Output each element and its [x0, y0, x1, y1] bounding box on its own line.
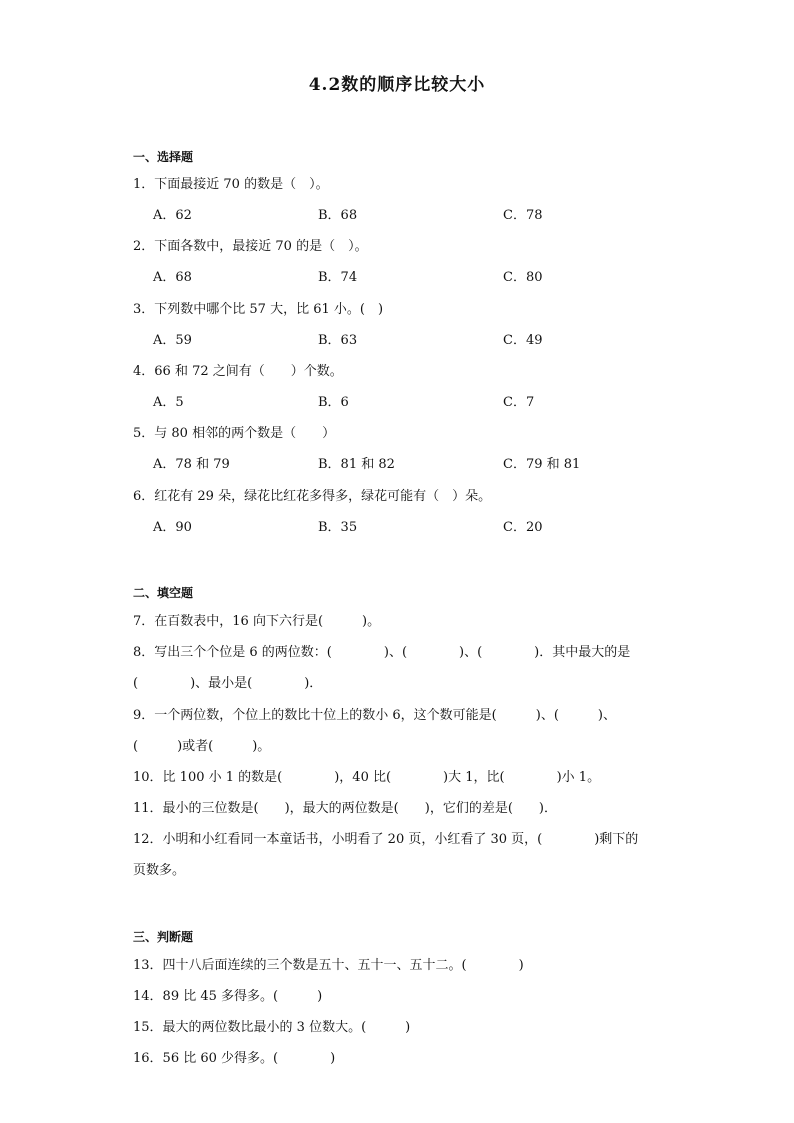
question-9: 9．一个两位数，个位上的数比十位上的数小 6，这个数可能是( )、( )、	[133, 708, 616, 723]
question-10: 10．比 100 小 1 的数是( )，40 比( )大 1，比( )小 1。	[133, 770, 601, 785]
option-5b: B．81 和 82	[318, 457, 395, 472]
question-15: 15．最大的两位数比最小的 3 位数大。( )	[133, 1020, 411, 1035]
option-4b: B．6	[318, 395, 349, 410]
question-1: 1．下面最接近 70 的数是（ ）。	[133, 177, 329, 192]
question-2: 2．下面各数中，最接近 70 的是（ ）。	[133, 239, 368, 254]
option-5c: C．79 和 81	[503, 457, 581, 472]
option-4a: A．5	[153, 395, 184, 410]
question-16: 16．56 比 60 少得多。( )	[133, 1051, 336, 1066]
question-4: 4．66 和 72 之间有（ ）个数。	[133, 364, 343, 379]
question-9-cont: ( )或者( )。	[133, 739, 271, 754]
option-2b: B．74	[318, 270, 358, 285]
option-3a: A．59	[153, 333, 192, 348]
question-12-cont: 页数多。	[133, 863, 186, 878]
section-title-judge: 三、判断题	[133, 930, 194, 944]
option-4c: C．7	[503, 395, 535, 410]
option-6b: B．35	[318, 520, 358, 535]
option-5a: A．78 和 79	[153, 457, 230, 472]
section-title-choice: 一、选择题	[133, 150, 194, 164]
question-11: 11．最小的三位数是( )，最大的两位数是( )，它们的差是( )．	[133, 801, 557, 816]
question-3: 3．下列数中哪个比 57 大，比 61 小。( )	[133, 302, 384, 317]
option-1a: A．62	[153, 208, 192, 223]
question-5: 5．与 80 相邻的两个数是（ ）	[133, 426, 336, 441]
section-title-fill: 二、填空题	[133, 586, 194, 600]
question-14: 14．89 比 45 多得多。( )	[133, 989, 323, 1004]
question-13: 13．四十八后面连续的三个数是五十、五十一、五十二。( )	[133, 958, 524, 973]
question-12: 12．小明和小红看同一本童话书，小明看了 20 页，小红看了 30 页，( )剩下的	[133, 832, 639, 847]
option-1b: B．68	[318, 208, 358, 223]
option-2c: C．80	[503, 270, 543, 285]
option-3c: C．49	[503, 333, 543, 348]
option-1c: C．78	[503, 208, 543, 223]
page-title: 4.2数的顺序比较大小	[308, 75, 486, 95]
question-7: 7．在百数表中，16 向下六行是( )。	[133, 614, 381, 629]
option-6c: C．20	[503, 520, 543, 535]
option-2a: A．68	[153, 270, 192, 285]
question-6: 6．红花有 29 朵，绿花比红花多得多，绿花可能有（ ）朵。	[133, 489, 492, 504]
question-8: 8．写出三个个位是 6 的两位数：( )、( )、( )．其中最大的是	[133, 645, 631, 660]
question-8-cont: ( )、最小是( )．	[133, 676, 323, 691]
option-6a: A．90	[153, 520, 192, 535]
option-3b: B．63	[318, 333, 358, 348]
